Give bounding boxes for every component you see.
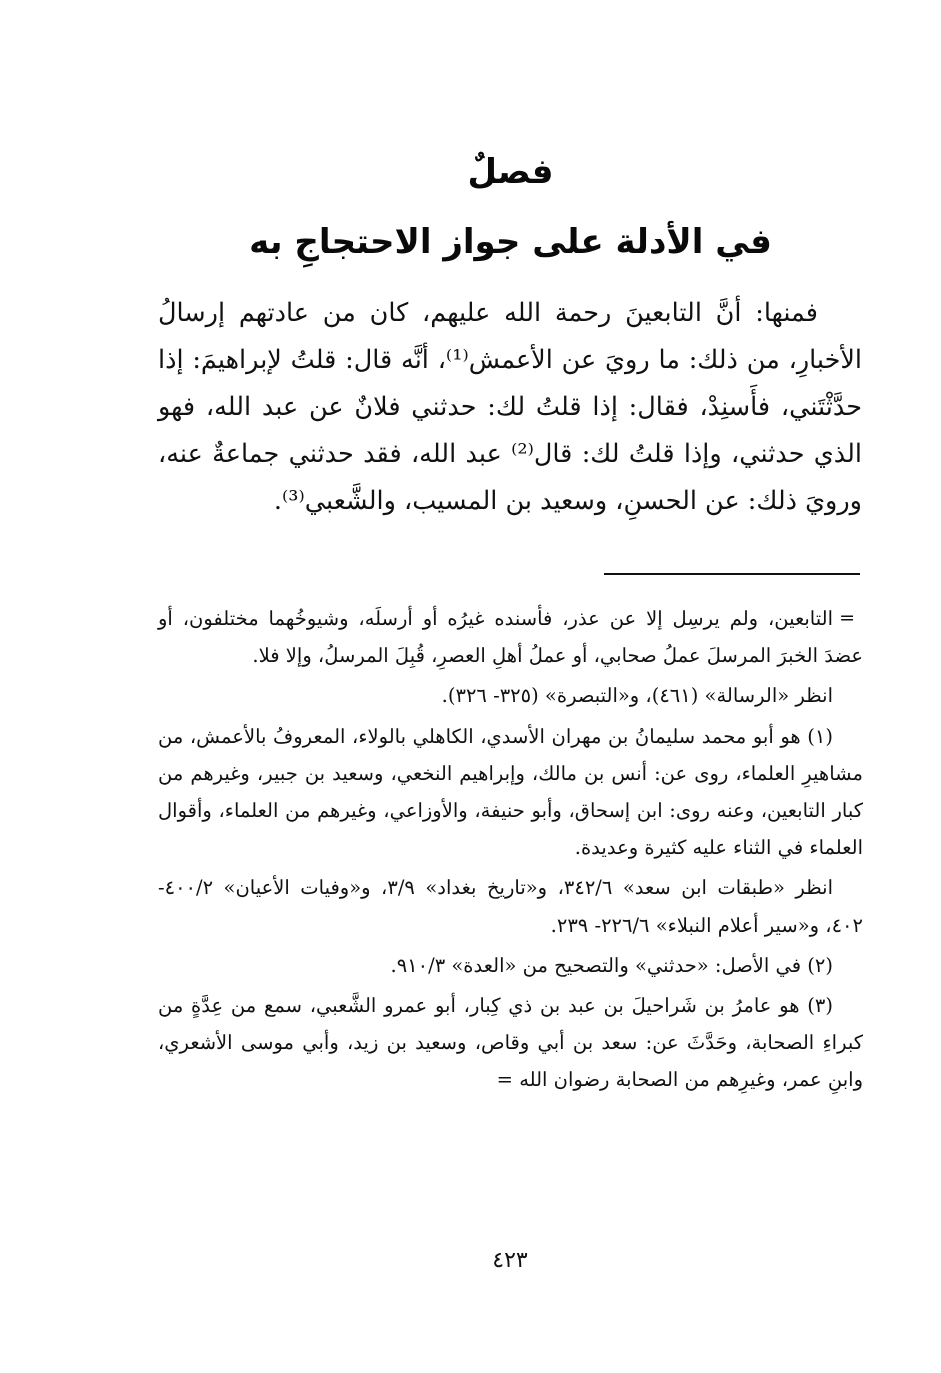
chapter-subheading: في الأدلة على جواز الاحتجاجِ به	[249, 222, 772, 262]
chapter-heading: فصلٌ	[467, 152, 554, 192]
footnote-2: (٢) في الأصل: «حدثني» والتصحيح من «العدة» ٩١٠/٣.	[390, 953, 833, 977]
main-text	[158, 290, 862, 525]
footnotes-section	[158, 600, 863, 1102]
footnote-continuation	[158, 600, 863, 674]
footnote-3: (٣) هو عامرُ بن شَراحيلَ بن عبد بن ذي كِبار، أبو عمرو الشَّعبي، سمع من عِدَّةٍ من كبراءِ الصحابة، وحَدَّثَ عن: سعد بن أبي وقاص، وسعيد بن زيد، وأبي موسى الأشعري، وابنِ عمر، وغيرِهم من الصحابة رضوان الله =	[158, 994, 864, 1092]
footnote-1: (١) هو أبو محمد سليمانُ بن مهران الأسدي، الكاهلي بالولاء، المعروفُ بالأعمش، من مشاهيرِ العلماء، روى عن: أنس بن مالك، وإبراهيم النخعي، وسعيد بن جبير، وغيرهم من كبار التابعين، وعنه روى: ابن إسحاق، وأبو حنيفة، والأوزاعي، وغيرهم من العلماء، وأقوال العلماء في الثناء عليه كثيرة وعديدة.	[158, 724, 863, 860]
footnote-continuation-text: التابعين، ولم يرسِل إلا عن عذر، فأسنده غيرُه أو أرسلَه، وشيوخُهما مختلفون، أو عضدَ الخبرَ المرسلَ عملُ صحابي، أو عملُ أهلِ العصرِ، قُبِلَ المرسلُ، وإلا فلا.	[158, 607, 863, 668]
page-number: ٤٢٣	[492, 1248, 528, 1273]
continuation-marker: =	[839, 607, 855, 629]
footnote-separator	[604, 573, 860, 575]
footnote-continuation-ref: انظر «الرسالة» (٤٦١)، و«التبصرة» (٣٢٥- ٣٢٦).	[441, 684, 833, 708]
main-paragraph: فمنها: أنَّ التابعينَ رحمة الله عليهم، كان من عادتهم إرسالُ الأخبارِ، من ذلك: ما رويَ عن الأعمش⁽¹⁾، أنَّه قال: قلتُ لإبراهيمَ: إذا حدَّثْتَني، فأَسنِدْ، فقال: إذا قلتُ لك: حدثني فلانٌ عن عبد الله، فهو الذي حدثني، وإذا قلتُ لك: قال⁽²⁾ عبد الله، فقد حدثني جماعةٌ عنه، ورويَ ذلك: عن الحسنِ، وسعيد بن المسيب، والشَّعبي⁽³⁾.	[158, 298, 863, 516]
footnote-1-ref: انظر «طبقات ابن سعد» ٣٤٢/٦، و«تاريخ بغداد» ٣/٩، و«وفيات الأعيان» ٤٠٠/٢- ٤٠٢، و«سير أعلام النبلاء» ٢٢٦/٦- ٢٣٩.	[158, 876, 863, 937]
